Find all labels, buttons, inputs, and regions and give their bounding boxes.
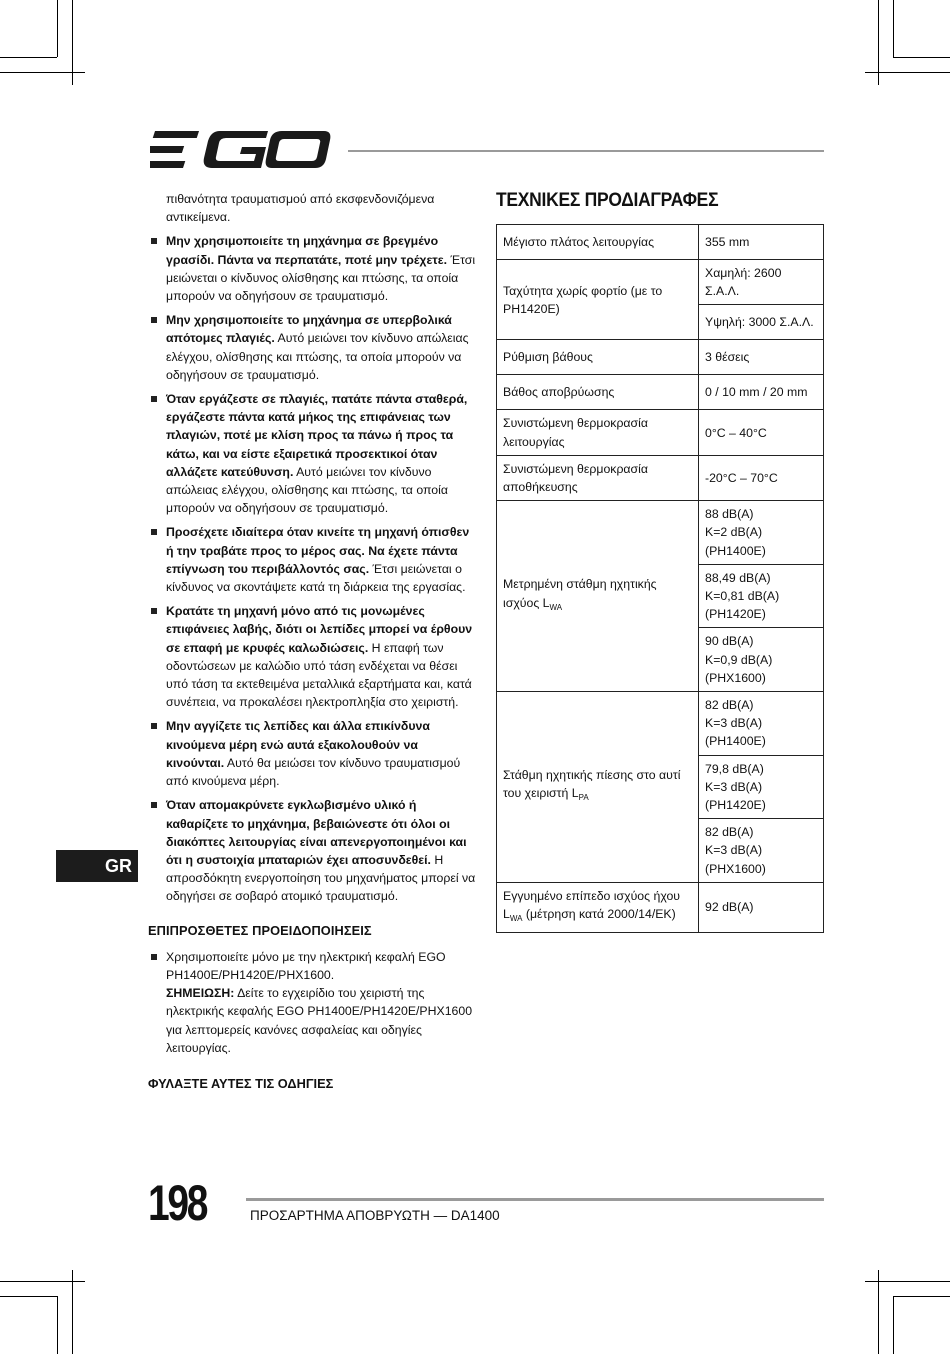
- language-tab: GR: [56, 850, 138, 882]
- value-line: (PH1420E): [705, 798, 766, 813]
- lwa-label: Μετρημένη στάθμη ηχητικής ισχύος L: [503, 577, 657, 610]
- crop-mark: [893, 0, 894, 57]
- warning-text: Αυτό μειώνει τον κίνδυνο απώλειας ελέγχου, ολίσθησης και πτώσης, τα οποία μπορούν να οδηγήσουν σε τραυματισμό.: [166, 464, 448, 516]
- spec-label: [497, 882, 699, 932]
- crop-mark: [865, 72, 950, 73]
- bullet-square-icon: [151, 238, 157, 244]
- warning-bold: Μην χρησιμοποιείτε το μηχάνημα σε υπερβολικά απότομες πλαγιές.: [166, 313, 452, 346]
- lpa-subscript: PA: [578, 793, 589, 803]
- crop-mark: [0, 57, 57, 58]
- warning-text: Έτσι μειώνεται ο κίνδυνος ολίσθησης και πτώσης, τα οποία μπορούν να οδηγήσουν σε τραυματισμό.: [166, 252, 476, 304]
- value-line: (PHX1600): [705, 861, 766, 876]
- spec-value: [699, 501, 824, 565]
- table-row: [497, 340, 824, 375]
- list-item: [148, 796, 478, 905]
- list-item: [148, 311, 478, 384]
- bullet-square-icon: [151, 954, 157, 960]
- spec-value: [699, 819, 824, 883]
- header-rule: [348, 150, 824, 152]
- table-row: [497, 882, 824, 932]
- safety-column: [148, 190, 478, 1093]
- crop-mark: [0, 72, 85, 73]
- guaranteed-method: (μέτρηση κατά 2000/14/ΕΚ): [522, 907, 676, 922]
- list-item: [148, 523, 478, 596]
- list-item: [148, 602, 478, 711]
- spec-label: Μέγιστο πλάτος λειτουργίας: [497, 225, 699, 260]
- warning-text: Έτσι μειώνεται ο κίνδυνος να σκοντάψετε κατά τη διάρκεια της εργασίας.: [166, 561, 466, 595]
- note-text: Δείτε το εγχειρίδιο του χειριστή της ηλεκτρικής κεφαλής EGO PH1400E/PH1420E/PHX1600 για λεπτομερείς κανόνες ασφαλείας και οδηγίες λειτουργίας.: [166, 986, 473, 1055]
- value-line: 82 dB(A): [705, 825, 754, 840]
- spec-value: [699, 692, 824, 756]
- warning-bold: Κρατάτε τη μηχανή μόνο από τις μονωμένες επιφάνειες λαβής, διότι οι λεπίδες μπορεί να έρθουν σε επαφή με κρυφές καλωδιώσεις.: [166, 604, 473, 655]
- bullet-square-icon: [151, 723, 157, 729]
- spec-value: [699, 564, 824, 628]
- save-instructions-heading: ΦΥΛΑΞΤΕ ΑΥΤΕΣ ΤΙΣ ΟΔΗΓΙΕΣ: [148, 1075, 334, 1091]
- crop-mark: [57, 1296, 58, 1354]
- spec-value: -20°C – 70°C: [699, 455, 824, 500]
- spec-value: [699, 755, 824, 819]
- spec-value: 355 mm: [699, 225, 824, 260]
- spec-value: Χαμηλή: 2600 Σ.Α.Λ.: [699, 260, 824, 305]
- table-row: [497, 375, 824, 410]
- value-line: K=2 dB(A): [705, 525, 763, 540]
- table-row: [497, 455, 824, 500]
- spec-value: 92 dB(A): [699, 882, 824, 932]
- spec-value: 3 θέσεις: [699, 340, 824, 375]
- warning-text: Η απροσδόκητη ενεργοποίηση του μηχανήματος μπορεί να οδηγήσει σε σοβαρό ατομικό τραυματισμό.: [166, 852, 476, 904]
- note-label: ΣΗΜΕΙΩΣΗ:: [166, 986, 235, 1001]
- value-line: 88 dB(A): [705, 507, 754, 522]
- guaranteed-subscript: WA: [509, 914, 523, 924]
- spec-label: Συνιστώμενη θερμοκρασία λειτουργίας: [497, 410, 699, 455]
- value-line: 79,8 dB(A): [705, 761, 764, 776]
- value-line: K=3 dB(A): [705, 843, 763, 858]
- bullet-square-icon: [151, 396, 157, 402]
- list-item: [148, 717, 478, 790]
- crop-mark: [57, 0, 58, 57]
- spec-label: Συνιστώμενη θερμοκρασία αποθήκευσης: [497, 455, 699, 500]
- value-line: (PH1420E): [705, 607, 766, 622]
- lpa-label: Στάθμη ηχητικής πίεσης στο αυτί του χειριστή L: [503, 768, 681, 801]
- crop-mark: [893, 1296, 950, 1297]
- spec-value: [699, 628, 824, 692]
- additional-text: Χρησιμοποιείτε μόνο με την ηλεκτρική κεφαλή EGO PH1400E/PH1420E/PHX1600.: [166, 949, 446, 982]
- spec-label: [497, 692, 699, 883]
- page-number: 198: [148, 1175, 207, 1231]
- value-line: K=3 dB(A): [705, 779, 763, 794]
- spec-value: 0°C – 40°C: [699, 410, 824, 455]
- spec-label: [497, 501, 699, 692]
- specs-table: [496, 224, 824, 933]
- warning-bold: Μην χρησιμοποιείτε τη μηχάνημα σε βρεγμένο γρασίδι. Πάντα να περπατάτε, ποτέ μην τρέχετε.: [166, 234, 448, 267]
- footer-rule: [246, 1198, 824, 1201]
- footer-title: ΠΡΟΣΑΡΤΗΜΑ ΑΠΟΒΡΥΩΤΗ — DA1400: [250, 1208, 500, 1223]
- value-line: (PH1400E): [705, 543, 766, 558]
- spec-label: Ρύθμιση βάθους: [497, 340, 699, 375]
- list-item: [148, 948, 478, 1057]
- warning-text: Αυτό μειώνει τον κίνδυνο απώλειας ελέγχου, ολίσθησης και πτώσης, τα οποία μπορούν να οδηγήσουν σε τραυματισμό.: [166, 331, 469, 382]
- warning-bold: Προσέχετε ιδιαίτερα όταν κινείτε τη μηχανή όπισθεν ή την τραβάτε προς το μέρος σας. Να έχετε πάντα επίγνωση του περιβάλλοντός σας.: [166, 525, 470, 576]
- warning-text: Η επαφή των οδοντώσεων με καλώδιο υπό τάση ενδέχεται να θέσει υπό τάση τα εκτεθειμένα μεταλλικά εξαρτήματα και, κατά συνέπεια, να προκαλέσει ηλεκτροπληξία στο χειριστή.: [166, 640, 472, 710]
- guaranteed-symbol: L: [503, 907, 510, 922]
- crop-mark: [893, 1296, 894, 1354]
- table-row: [497, 410, 824, 455]
- table-row: [497, 692, 824, 756]
- table-row: [497, 260, 824, 305]
- crop-mark: [865, 1281, 950, 1282]
- crop-mark: [0, 1296, 57, 1297]
- value-line: 88,49 dB(A): [705, 570, 771, 585]
- value-line: K=0,9 dB(A): [705, 652, 773, 667]
- warning-bold: Όταν απομακρύνετε εγκλωβισμένο υλικό ή καθαρίζετε το μηχάνημα, βεβαιώνεστε ότι όλοι οι διακόπτες λειτουργίας είναι απενεργοποιημένοι και ότι η συστοιχία μπαταριών έχει αποσυνδεθεί.: [166, 798, 467, 867]
- specs-title: ΤΕΧΝΙΚΕΣ ΠΡΟΔΙΑΓΡΑΦΕΣ: [496, 190, 719, 211]
- value-line: 90 dB(A): [705, 634, 754, 649]
- lwa-subscript: WA: [549, 602, 563, 612]
- value-line: (PHX1600): [705, 670, 766, 685]
- table-row: [497, 225, 824, 260]
- value-line: K=0,81 dB(A): [705, 589, 780, 604]
- spec-label: Ταχύτητα χωρίς φορτίο (με το PH1420E): [497, 260, 699, 340]
- warning-text: Αυτό θα μειώσει τον κίνδυνο τραυματισμού από κινούμενα μέρη.: [166, 755, 461, 789]
- bullet-square-icon: [151, 802, 157, 808]
- warning-bold: Όταν εργάζεστε σε πλαγιές, πατάτε πάντα σταθερά, εργάζεστε πάντα κατά μήκος της επιφάνειας των πλαγιών, ποτέ με κλίση προς τα πάνω ή προς τα κάτω, και να είστε εξαιρετικά προσεκτικοί όταν αλλάζετε κατεύθυνση.: [166, 392, 468, 479]
- bullet-square-icon: [151, 529, 157, 535]
- crop-mark: [72, 1270, 73, 1354]
- value-line: 82 dB(A): [705, 698, 754, 713]
- table-row: [497, 501, 824, 565]
- list-item: [148, 232, 478, 305]
- value-line: (PH1400E): [705, 734, 766, 749]
- spec-value: Υψηλή: 3000 Σ.Α.Λ.: [699, 305, 824, 340]
- crop-mark: [893, 57, 950, 58]
- spec-label: Βάθος αποβρύωσης: [497, 375, 699, 410]
- ego-logo: [150, 128, 332, 177]
- bullet-square-icon: [151, 608, 157, 614]
- crop-mark: [878, 1270, 879, 1354]
- bullet-square-icon: [151, 317, 157, 323]
- list-item: [148, 390, 478, 517]
- warning-bold: Μην αγγίζετε τις λεπίδες και άλλα επικίνδυνα κινούμενα μέρη ενώ αυτά εξακολουθούν να κινούνται.: [166, 719, 430, 770]
- intro-text: πιθανότητα τραυματισμού από εκσφενδονιζόμενα αντικείμενα.: [166, 192, 435, 225]
- guaranteed-label: Εγγυημένο επίπεδο ισχύος ήχου: [503, 888, 681, 903]
- value-line: K=3 dB(A): [705, 716, 763, 731]
- crop-mark: [0, 1281, 85, 1282]
- additional-warnings-heading: ΕΠΙΠΡΟΣΘΕΤΕΣ ΠΡΟΕΙΔΟΠΟΙΗΣΕΙΣ: [148, 922, 372, 938]
- spec-value: 0 / 10 mm / 20 mm: [699, 375, 824, 410]
